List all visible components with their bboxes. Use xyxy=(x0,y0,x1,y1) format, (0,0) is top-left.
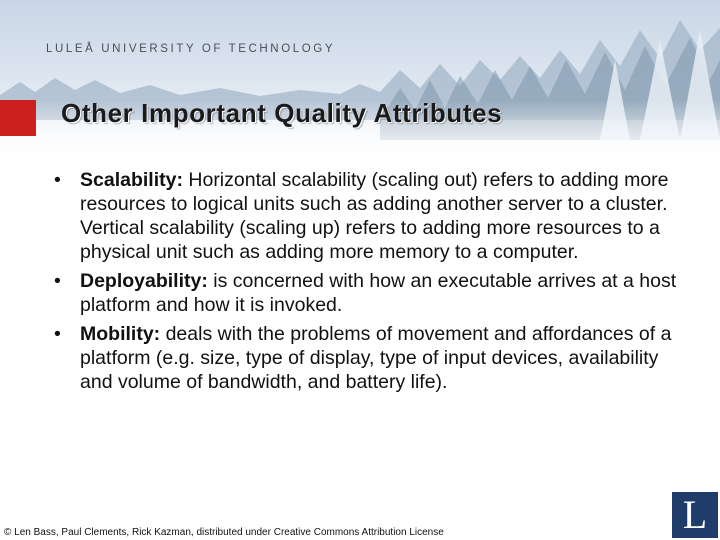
bullet-term: Mobility: xyxy=(80,323,161,345)
bullet-text: is concerned with how an executable arrives at a host platform and how it is invoked. xyxy=(80,270,677,316)
bullet-icon: • xyxy=(54,270,61,292)
accent-square xyxy=(0,100,36,136)
copyright-footer: © Len Bass, Paul Clements, Rick Kazman, distributed under Creative Commons Attribution License xyxy=(4,527,444,538)
bullet-term: Deployability: xyxy=(80,270,208,292)
header-banner xyxy=(0,0,720,160)
bullet-text: Horizontal scalability (scaling out) refers to adding more resources to logical units such as adding another server to a cluster. Vertical scalability (scaling up) refers to adding more resources to a physical unit such as adding more memory to a computer. xyxy=(80,169,669,263)
snowy-forest-background xyxy=(0,0,720,160)
university-logo-icon: L xyxy=(672,492,718,538)
bullet-scalability xyxy=(50,168,680,264)
bullet-list xyxy=(50,168,680,399)
bullet-deployability xyxy=(50,269,680,317)
university-name: LULEÅ UNIVERSITY OF TECHNOLOGY xyxy=(46,43,336,55)
bullet-icon: • xyxy=(54,323,61,345)
bullet-mobility xyxy=(50,322,680,394)
bullet-term: Scalability: xyxy=(80,169,183,191)
slide-title: Other Important Quality Attributes xyxy=(61,98,503,128)
bullet-icon: • xyxy=(54,169,61,191)
bullet-text: deals with the problems of movement and affordances of a platform (e.g. size, type of display, type of input devices, availability and volume of bandwidth, and battery life). xyxy=(80,323,672,393)
